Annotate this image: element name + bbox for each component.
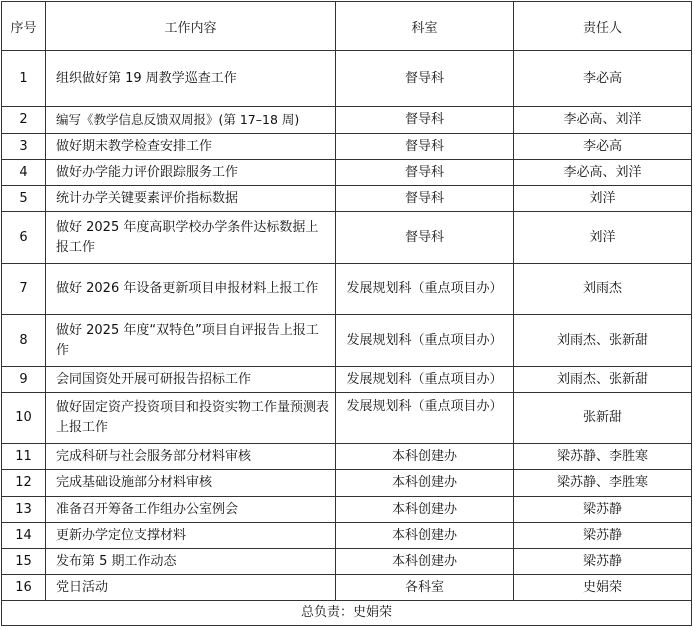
row-task: 统计办学关键要素评价指标数据 — [46, 186, 336, 212]
row-task: 做好 2026 年设备更新项目申报材料上报工作 — [46, 264, 336, 315]
table-row — [2, 315, 692, 367]
table-row — [2, 134, 692, 160]
row-dept: 发展规划科（重点项目办） — [336, 315, 514, 367]
row-owner: 梁苏静 — [514, 523, 692, 549]
row-dept: 督导科 — [336, 107, 514, 134]
row-task: 准备召开筹备工作组办公室例会 — [46, 497, 336, 523]
row-dept: 督导科 — [336, 160, 514, 186]
table-row — [2, 393, 692, 444]
row-no: 9 — [2, 367, 46, 393]
row-task: 更新办学定位支撑材料 — [46, 523, 336, 549]
row-no: 2 — [2, 107, 46, 134]
header-row — [2, 2, 692, 51]
header-dept: 科室 — [336, 2, 514, 51]
row-task: 做好期末教学检查安排工作 — [46, 134, 336, 160]
row-no: 1 — [2, 51, 46, 107]
row-task: 完成科研与社会服务部分材料审核 — [46, 444, 336, 470]
table-row — [2, 549, 692, 575]
row-no: 6 — [2, 212, 46, 264]
table-row — [2, 497, 692, 523]
row-no: 3 — [2, 134, 46, 160]
row-dept: 发展规划科（重点项目办） — [336, 367, 514, 393]
work-plan-table — [1, 1, 692, 626]
row-no: 7 — [2, 264, 46, 315]
row-owner: 李必高、刘洋 — [514, 107, 692, 134]
table-row — [2, 160, 692, 186]
row-dept: 本科创建办 — [336, 497, 514, 523]
row-task: 完成基础设施部分材料审核 — [46, 470, 336, 497]
row-no: 12 — [2, 470, 46, 497]
table-row — [2, 212, 692, 264]
row-task: 组织做好第 19 周教学巡查工作 — [46, 51, 336, 107]
header-owner: 责任人 — [514, 2, 692, 51]
table-row — [2, 575, 692, 601]
row-task: 做好 2025 年度高职学校办学条件达标数据上报工作 — [46, 212, 336, 264]
table-row — [2, 186, 692, 212]
row-task: 党日活动 — [46, 575, 336, 601]
row-owner: 李必高 — [514, 134, 692, 160]
header-no: 序号 — [2, 2, 46, 51]
row-dept: 督导科 — [336, 134, 514, 160]
table-row — [2, 444, 692, 470]
row-no: 14 — [2, 523, 46, 549]
row-owner: 张新甜 — [514, 393, 692, 444]
row-task: 发布第 5 期工作动态 — [46, 549, 336, 575]
row-task: 做好固定资产投资项目和投资实物工作量预测表上报工作 — [46, 393, 336, 444]
row-no: 13 — [2, 497, 46, 523]
row-dept: 本科创建办 — [336, 549, 514, 575]
table-row — [2, 51, 692, 107]
row-owner: 李必高、刘洋 — [514, 160, 692, 186]
table-row — [2, 107, 692, 134]
row-owner: 刘雨杰、张新甜 — [514, 367, 692, 393]
row-dept: 督导科 — [336, 186, 514, 212]
row-owner: 梁苏静、李胜寒 — [514, 470, 692, 497]
row-dept: 本科创建办 — [336, 523, 514, 549]
work-plan-sheet — [1, 1, 692, 626]
row-owner: 刘洋 — [514, 186, 692, 212]
table-row — [2, 523, 692, 549]
row-dept: 督导科 — [336, 51, 514, 107]
row-no: 16 — [2, 575, 46, 601]
row-no: 5 — [2, 186, 46, 212]
row-dept: 各科室 — [336, 575, 514, 601]
row-task: 做好办学能力评价跟踪服务工作 — [46, 160, 336, 186]
row-task: 做好 2025 年度“双特色”项目自评报告上报工作 — [46, 315, 336, 367]
row-owner: 刘雨杰 — [514, 264, 692, 315]
table-row — [2, 264, 692, 315]
row-owner: 梁苏静、李胜寒 — [514, 444, 692, 470]
row-owner: 史娟荣 — [514, 575, 692, 601]
row-dept: 本科创建办 — [336, 444, 514, 470]
row-dept: 本科创建办 — [336, 470, 514, 497]
row-dept: 发展规划科（重点项目办） — [336, 393, 514, 444]
row-task: 会同国资处开展可研报告招标工作 — [46, 367, 336, 393]
row-dept: 发展规划科（重点项目办） — [336, 264, 514, 315]
row-task: 编写《教学信息反馈双周报》(第 17–18 周) — [46, 107, 336, 134]
row-owner: 梁苏静 — [514, 549, 692, 575]
row-dept: 督导科 — [336, 212, 514, 264]
row-owner: 李必高 — [514, 51, 692, 107]
row-no: 11 — [2, 444, 46, 470]
header-task: 工作内容 — [46, 2, 336, 51]
row-owner: 梁苏静 — [514, 497, 692, 523]
row-no: 10 — [2, 393, 46, 444]
footer-row — [2, 601, 692, 626]
row-no: 8 — [2, 315, 46, 367]
table-row — [2, 470, 692, 497]
table-row — [2, 367, 692, 393]
overall-owner: 总负责：史娟荣 — [2, 601, 692, 626]
row-owner: 刘洋 — [514, 212, 692, 264]
row-no: 4 — [2, 160, 46, 186]
row-owner: 刘雨杰、张新甜 — [514, 315, 692, 367]
row-no: 15 — [2, 549, 46, 575]
